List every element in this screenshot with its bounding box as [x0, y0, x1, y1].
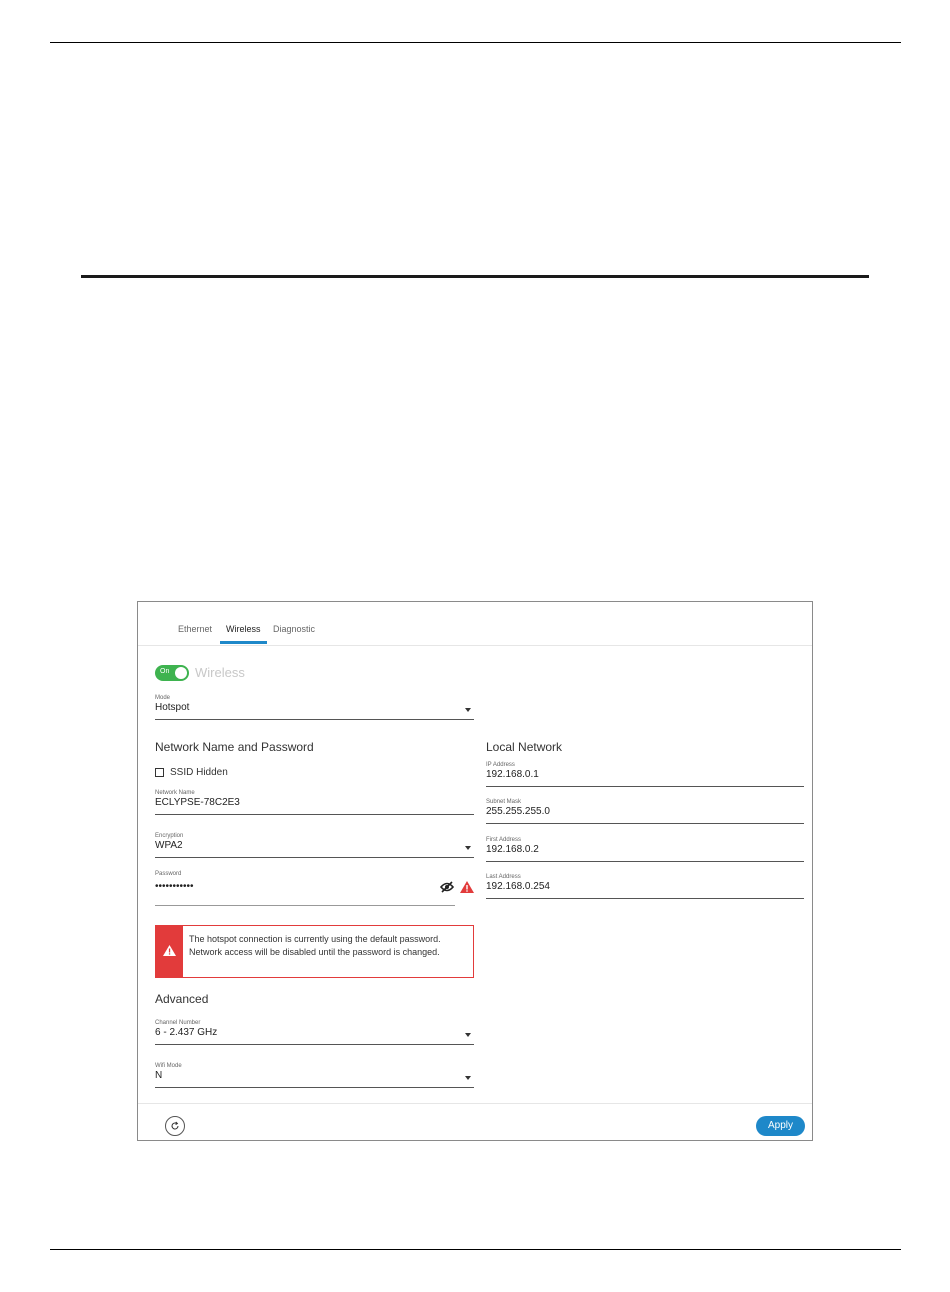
first-address-value: 192.168.0.2: [486, 844, 539, 855]
warning-icon: [163, 945, 176, 956]
network-name-value: ECLYPSE-78C2E3: [155, 797, 240, 808]
subnet-mask-label: Subnet Mask: [486, 799, 522, 805]
wifi-mode-select[interactable]: [155, 1063, 474, 1088]
checkbox-box[interactable]: [155, 768, 164, 777]
apply-button[interactable]: Apply: [756, 1116, 805, 1136]
field-underline: [486, 786, 804, 787]
ip-address-label: IP Address: [486, 762, 515, 768]
tab-diagnostic[interactable]: Diagnostic: [273, 624, 316, 634]
toggle-knob: [175, 667, 187, 679]
password-value: •••••••••••: [155, 881, 194, 892]
network-name-field[interactable]: [155, 790, 474, 815]
eye-off-icon[interactable]: [440, 880, 454, 892]
network-settings-panel: [137, 601, 813, 1141]
encryption-value: WPA2: [155, 840, 183, 851]
page-header-rule: [50, 42, 901, 43]
refresh-button[interactable]: [165, 1116, 185, 1136]
default-password-alert: [155, 925, 474, 978]
network-name-label: Network Name: [155, 790, 195, 796]
network-section-title: Network Name and Password: [155, 740, 314, 754]
subnet-mask-field[interactable]: [486, 799, 804, 824]
first-address-field[interactable]: [486, 837, 804, 862]
field-underline: [155, 905, 455, 906]
caret-down-icon: [465, 1076, 471, 1080]
caret-down-icon: [465, 1033, 471, 1037]
channel-number-select[interactable]: [155, 1020, 474, 1045]
section-divider: [81, 275, 869, 278]
footer-divider: [138, 1103, 812, 1104]
last-address-label: Last Address: [486, 874, 521, 880]
ip-address-value: 192.168.0.1: [486, 769, 539, 780]
wireless-heading: Wireless: [195, 665, 245, 680]
password-field[interactable]: [155, 871, 474, 906]
first-address-label: First Address: [486, 837, 522, 843]
mode-label: Mode: [155, 695, 171, 701]
toggle-state-label: On: [160, 668, 170, 675]
field-underline: [155, 857, 474, 858]
mode-select[interactable]: [155, 695, 474, 720]
field-underline: [486, 861, 804, 862]
refresh-icon: [170, 1121, 180, 1131]
wifi-mode-label: Wifi Mode: [155, 1063, 182, 1069]
mode-value: Hotspot: [155, 702, 190, 713]
caret-down-icon: [465, 708, 471, 712]
caret-down-icon: [465, 846, 471, 850]
page-footer-rule: [50, 1249, 901, 1250]
field-underline: [155, 719, 474, 720]
last-address-value: 192.168.0.254: [486, 881, 550, 892]
field-underline: [155, 1044, 474, 1045]
alert-icon-strip: [156, 926, 183, 977]
ssid-hidden-label: SSID Hidden: [170, 767, 228, 778]
encryption-label: Encryption: [155, 833, 184, 839]
local-network-title: Local Network: [486, 740, 563, 754]
tab-ethernet[interactable]: Ethernet: [178, 624, 213, 634]
channel-number-label: Channel Number: [155, 1020, 201, 1026]
encryption-select[interactable]: [155, 833, 474, 858]
wireless-toggle[interactable]: [155, 665, 189, 681]
subnet-mask-value: 255.255.255.0: [486, 806, 550, 817]
field-underline: [486, 898, 804, 899]
wifi-mode-value: N: [155, 1070, 163, 1081]
advanced-section-title: Advanced: [155, 992, 209, 1006]
last-address-field[interactable]: [486, 874, 804, 899]
field-underline: [155, 814, 474, 815]
field-underline: [486, 823, 804, 824]
ip-address-field[interactable]: [486, 762, 804, 787]
alert-message: The hotspot connection is currently using the default password. Network access will be disabled until the password is changed.: [189, 934, 441, 957]
field-underline: [155, 1087, 474, 1088]
channel-number-value: 6 - 2.437 GHz: [155, 1027, 218, 1038]
password-label: Password: [155, 871, 182, 877]
active-tab-indicator: [220, 641, 267, 644]
warning-icon: [460, 880, 474, 892]
tab-bar: [138, 602, 812, 646]
tab-wireless[interactable]: Wireless: [226, 624, 261, 634]
